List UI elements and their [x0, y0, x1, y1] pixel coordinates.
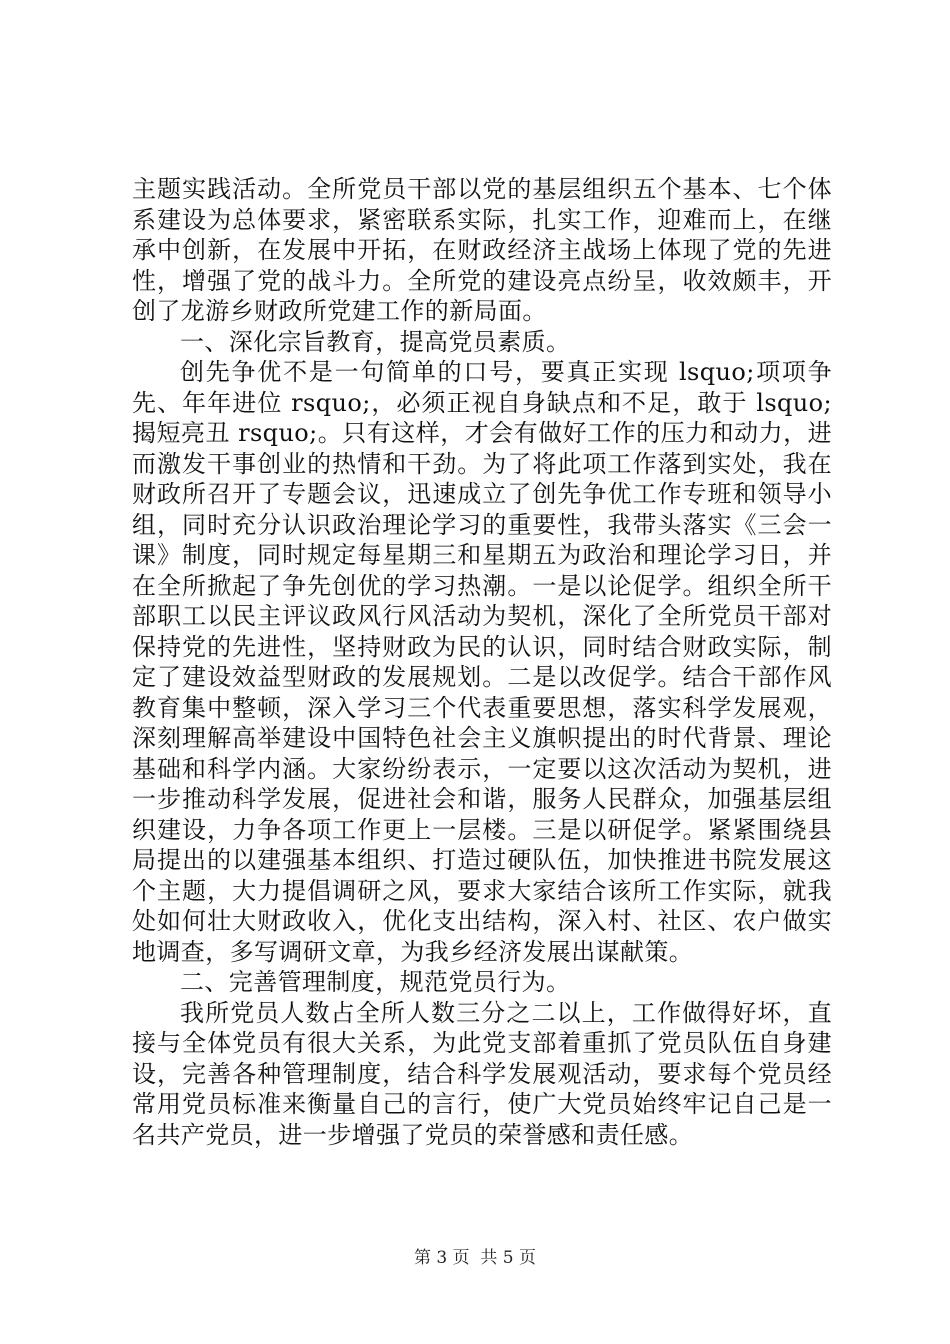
document-body [132, 174, 832, 1150]
section-heading-1: 一、深化宗旨教育，提高党员素质。 [180, 327, 571, 356]
paragraph-1: 主题实践活动。全所党员干部以党的基层组织五个基本、七个体系建设为总体要求，紧密联系实际，扎实工作，迎难而上，在继承中创新，在发展中开拓，在财政经济主战场上体现了党的先进性，增强了党的战斗力。全所党的建设亮点纷呈，收效颇丰，开创了龙游乡财政所党建工作的新局面。 [132, 175, 832, 325]
paragraph-2: 创先争优不是一句简单的口号，要真正实现 lsquo;项项争先、年年进位 rsquo;，必须正视自身缺点和不足，敢于 lsquo;揭短亮丑 rsquo;。只有这样，才会有做好工作的压力和动力，进而激发干事创业的热情和干劲。为了将此项工作落到实处，我在财政所召开了专题会议，迅速成立了创先争优工作专班和领导小组，同时充分认识政治理论学习的重要性，我带头落实《三会一课》制度，同时规定每星期三和星期五为政治和理论学习日，并在全所掀起了争先创优的学习热潮。一是以论促学。组织全所干部职工以民主评议政风行风活动为契机，深化了全所党员干部对保持党的先进性，坚持财政为民的认识，同时结合财政实际，制定了建设效益型财政的发展规划。二是以改促学。结合干部作风教育集中整顿，深入学习三个代表重要思想，落实科学发展观，深刻理解高举建设中国特色社会主义旗帜提出的时代背景、理论基础和科学内涵。大家纷纷表示，一定要以这次活动为契机，进一步推动科学发展，促进社会和谐，服务人民群众，加强基层组织建设，力争各项工作更上一层楼。三是以研促学。紧紧围绕县局提出的以建强基本组织、打造过硬队伍，加快推进书院发展这个主题，大力提倡调研之风，要求大家结合该所工作实际，就我处如何壮大财政收入，优化支出结构，深入村、社区、农户做实地调查，多写调研文章，为我乡经济发展出谋献策。 [132, 358, 832, 966]
paragraph-3: 我所党员人数占全所人数三分之二以上，工作做得好坏，直接与全体党员有很大关系，为此党支部着重抓了党员队伍自身建设，完善各种管理制度，结合科学发展观活动，要求每个党员经常用党员标准来衡量自己的言行，使广大党员始终牢记自己是一名共产党员，进一步增强了党员的荣誉感和责任感。 [132, 998, 832, 1149]
page-number: 第 3 页 共 5 页 [413, 1248, 537, 1268]
section-heading-2: 二、完善管理制度，规范党员行为。 [180, 968, 571, 996]
page-footer [0, 1243, 950, 1268]
